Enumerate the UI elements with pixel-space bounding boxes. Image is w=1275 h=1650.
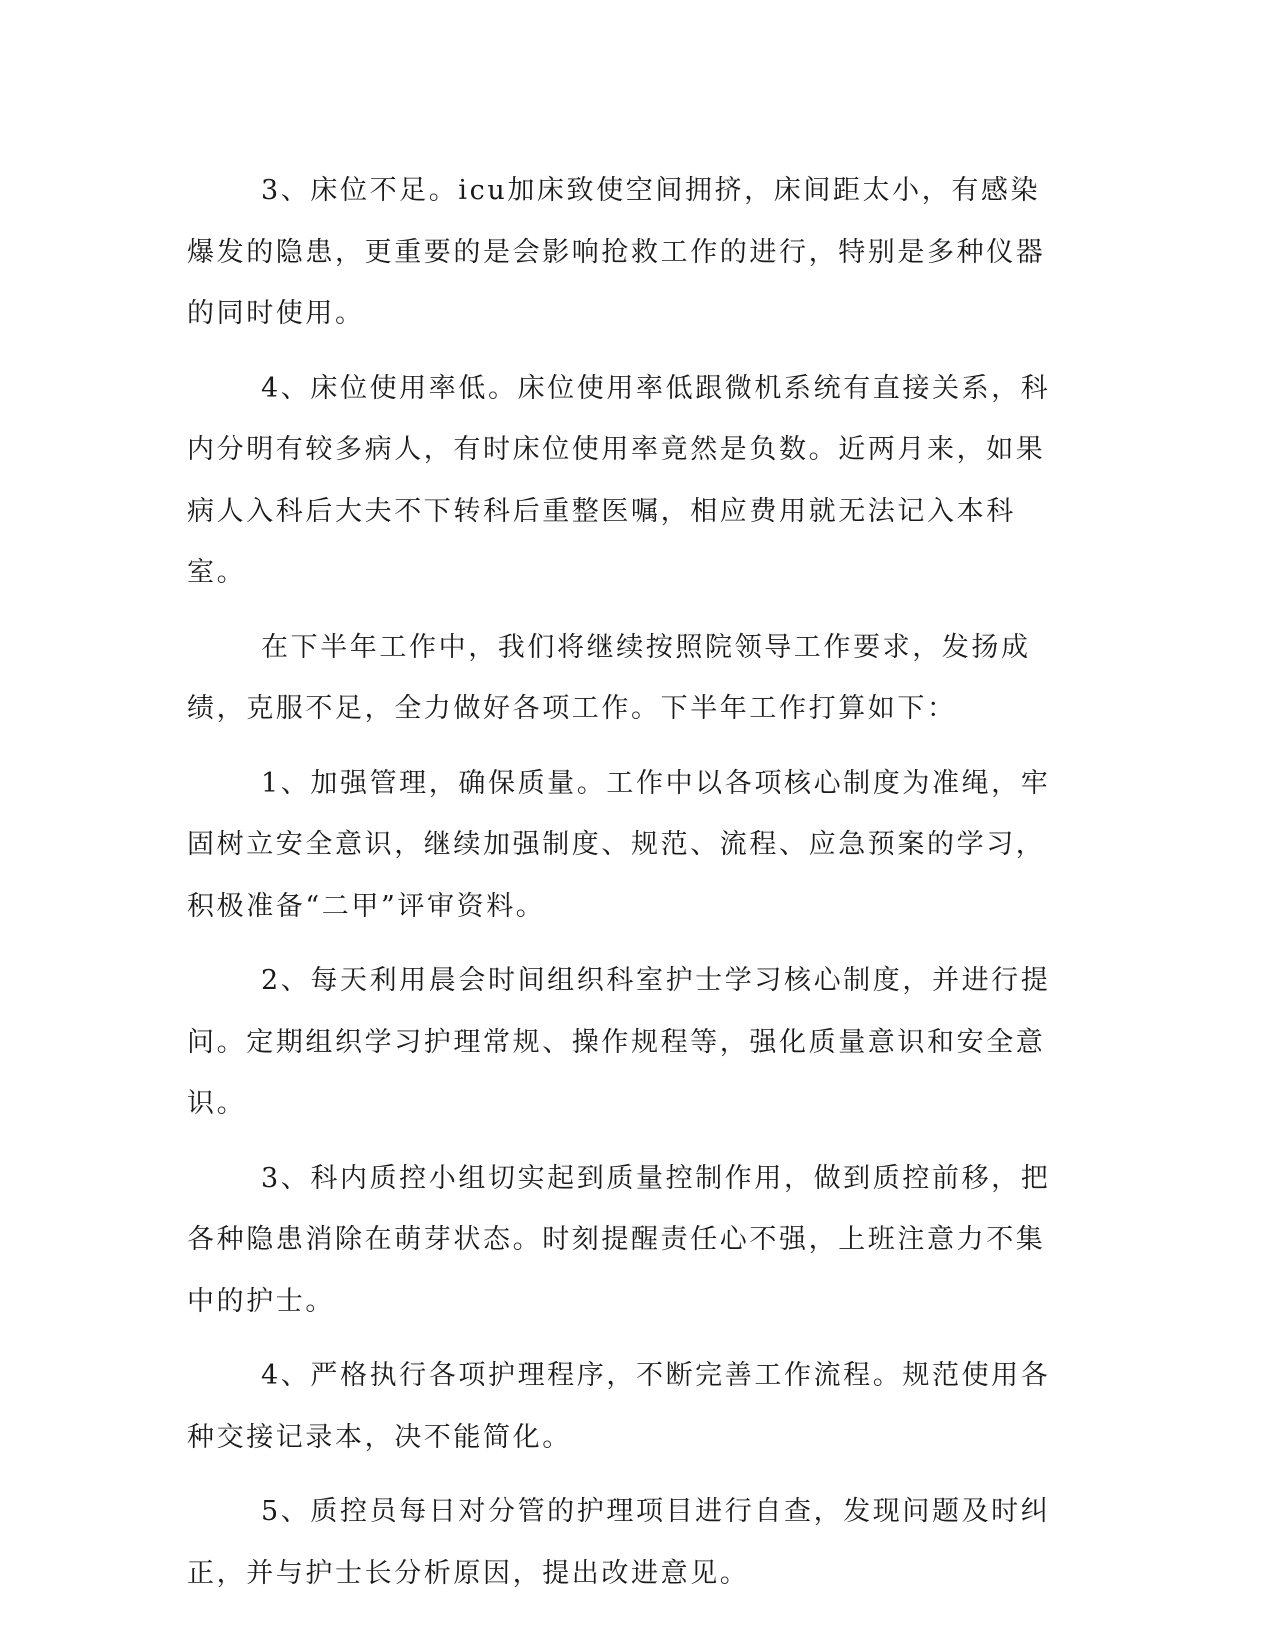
paragraph-plan-3: 3、科内质控小组切实起到质量控制作用，做到质控前移，把各种隐患消除在萌芽状态。时刻提醒责任心不强，上班注意力不集中的护士。 [187,1162,1051,1317]
paragraph-second-half-intro: 在下半年工作中，我们将继续按照院领导工作要求，发扬成绩，克服不足，全力做好各项工作。下半年工作打算如下： [187,631,1031,724]
paragraph-plan-2: 2、每天利用晨会时间组织科室护士学习核心制度，并进行提问。定期组织学习护理常规、操作规程等，强化质量意识和安全意识。 [187,965,1051,1119]
paragraph-bed-usage-rate: 4、床位使用率低。床位使用率低跟微机系统有直接关系，科内分明有较多病人，有时床位使用率竟然是负数。近两月来，如果病人入科后大夫不下转科后重整医嘱，相应费用就无法记入本科室。 [187,372,1051,588]
paragraph-plan-4: 4、严格执行各项护理程序，不断完善工作流程。规范使用各种交接记录本，决不能简化。 [187,1360,1051,1453]
paragraph-plan-1: 1、加强管理，确保质量。工作中以各项核心制度为准绳，牢固树立安全意识，继续加强制度、规范、流程、应急预案的学习，积极准备“二甲”评审资料。 [187,767,1051,922]
document-body [187,160,1067,1617]
paragraph-plan-5: 5、质控员每日对分管的护理项目进行自查，发现问题及时纠正，并与护士长分析原因，提出改进意见。 [187,1496,1051,1589]
paragraph-bed-shortage: 3、床位不足。icu加床致使空间拥挤，床间距太小，有感染爆发的隐患，更重要的是会影响抢救工作的进行，特别是多种仪器的同时使用。 [187,175,1046,329]
